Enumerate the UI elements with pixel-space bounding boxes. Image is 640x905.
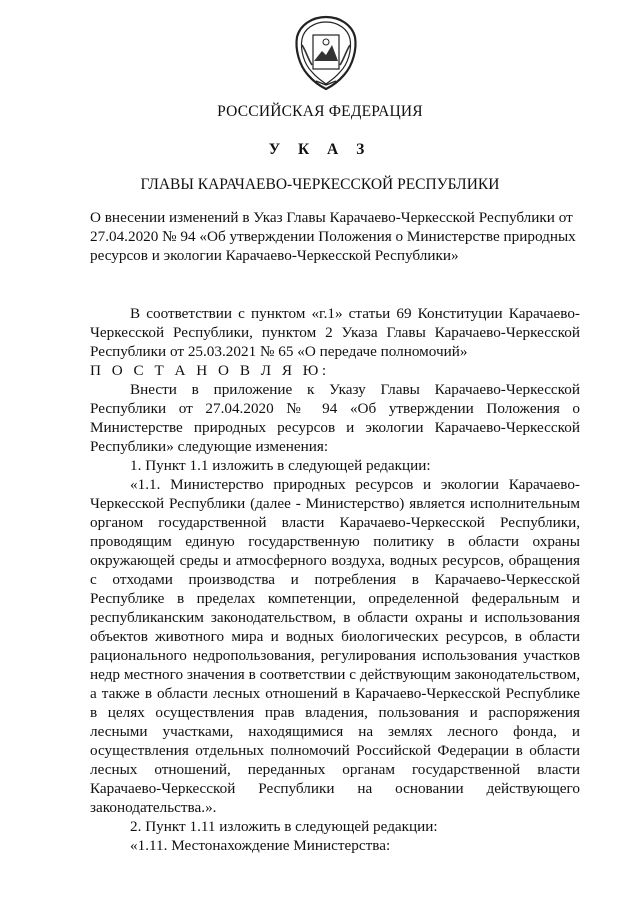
item-2-text: «1.11. Местонахождение Министерства: bbox=[130, 837, 391, 854]
coat-of-arms-emblem bbox=[292, 15, 360, 91]
document-body bbox=[90, 304, 580, 855]
item-2-heading: 2. Пункт 1.11 изложить в следующей редакции: bbox=[130, 818, 438, 835]
document-type: У К А З bbox=[268, 141, 372, 158]
item-1-heading: 1. Пункт 1.1 изложить в следующей редакции: bbox=[130, 457, 431, 474]
intro-paragraph: Внести в приложение к Указу Главы Карачаево-Черкесской Республики от 27.04.2020 № 94 «Об утверждении Положения о Министерстве природных ресурсов и экологии Карачаево-Черкесской Республики» следующие изменения: bbox=[90, 381, 580, 455]
country-name: РОССИЙСКАЯ ФЕДЕРАЦИЯ bbox=[217, 103, 423, 120]
document-subject: О внесении изменений в Указ Главы Карачаево-Черкесской Республики от 27.04.2020 № 94 «Об утверждении Положения о Министерстве природных ресурсов и экологии Карачаево-Черкесской Республики» bbox=[90, 209, 576, 264]
issuer-title: ГЛАВЫ КАРАЧАЕВО-ЧЕРКЕССКОЙ РЕСПУБЛИКИ bbox=[140, 176, 500, 193]
decree-word: П О С Т А Н О В Л Я Ю: bbox=[90, 362, 330, 379]
item-1-text: «1.1. Министерство природных ресурсов и экологии Карачаево-Черкесской Республики (далее - Министерство) является исполнительным органом государственной власти Карачаево-Черкесской Республики, проводящим единую государственную политику в области охраны окружающей среды и атмосферного воздуха, водных ресурсов, обращения с отходами производства и потребления в Карачаево-Черкесской Республике в пределах компетенции, определенной федеральным и республиканским законодательством, в области охраны и использования объектов животного мира и водных биологических ресурсов, в области рационального недропользования, регулирования использования участков недр местного значения в соответствии с действующим законодательством, а также в области лесных отношений в Карачаево-Черкесской Республике в целях осуществления прав владения, пользования и распоряжения лесными участками, находящимися на землях лесного фонда, и осуществления отдельных полномочий Российской Федерации в области лесных отношений, переданных органам государственной власти Карачаево-Черкесской Республики на основании действующего законодательства.». bbox=[90, 476, 580, 816]
preamble-paragraph: В соответствии с пунктом «г.1» статьи 69 Конституции Карачаево-Черкесской Республики, пунктом 2 Указа Главы Карачаево-Черкесской Республики от 25.03.2021 № 65 «О передаче полномочий» bbox=[90, 305, 580, 360]
